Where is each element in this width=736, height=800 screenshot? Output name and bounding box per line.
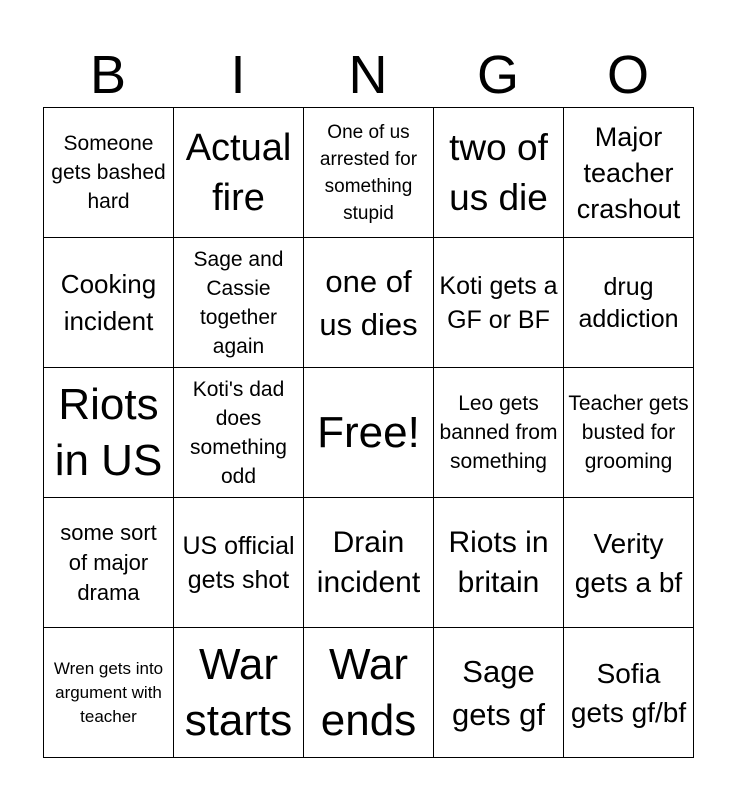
bingo-cell[interactable] xyxy=(44,368,174,498)
cell-text: drug addiction xyxy=(578,272,679,333)
bingo-cell[interactable] xyxy=(564,108,694,238)
header-letter-b: B xyxy=(89,45,127,105)
cell-text: Drain incident xyxy=(316,525,421,599)
cell-text: One of us arrested for something stupid xyxy=(319,121,418,224)
cell-text: two of us die xyxy=(449,126,548,218)
bingo-cell[interactable] xyxy=(44,628,174,758)
bingo-cell[interactable] xyxy=(434,628,564,758)
bingo-cell[interactable] xyxy=(564,498,694,628)
cell-text: Sage gets gf xyxy=(451,653,546,732)
cell-text: Riots in britain xyxy=(448,525,549,599)
bingo-cell[interactable] xyxy=(44,498,174,628)
cell-text: Sage and Cassie together again xyxy=(193,247,284,358)
bingo-cell[interactable] xyxy=(434,108,564,238)
bingo-cell[interactable] xyxy=(174,628,304,758)
cell-text: Cooking incident xyxy=(60,268,157,336)
cell-text: War ends xyxy=(320,639,417,745)
bingo-cell[interactable] xyxy=(304,628,434,758)
board-row xyxy=(44,628,694,758)
cell-text: Koti's dad does something odd xyxy=(190,377,287,488)
bingo-cell[interactable] xyxy=(304,238,434,368)
bingo-cell[interactable] xyxy=(304,498,434,628)
bingo-cell[interactable] xyxy=(174,368,304,498)
bingo-cell[interactable] xyxy=(564,238,694,368)
board-row xyxy=(44,238,694,368)
cell-text: Koti gets a GF or BF xyxy=(439,271,558,334)
bingo-cell[interactable] xyxy=(564,628,694,758)
bingo-cell[interactable] xyxy=(174,238,304,368)
bingo-board xyxy=(43,107,694,758)
bingo-cell[interactable] xyxy=(174,108,304,238)
cell-text: US official gets shot xyxy=(182,531,295,594)
cell-text: Major teacher crashout xyxy=(576,121,681,224)
cell-text: Teacher gets busted for grooming xyxy=(568,392,689,473)
bingo-cell[interactable] xyxy=(434,238,564,368)
board-row xyxy=(44,368,694,498)
cell-text: one of us dies xyxy=(319,263,418,342)
bingo-cell[interactable] xyxy=(44,238,174,368)
cell-text: Sofia gets gf/bf xyxy=(570,657,687,728)
cell-text: War starts xyxy=(184,639,293,745)
bingo-cell[interactable] xyxy=(44,108,174,238)
bingo-cell[interactable] xyxy=(174,498,304,628)
header-letter-o: O xyxy=(606,45,649,105)
cell-text: Someone gets bashed hard xyxy=(51,132,166,213)
header-letter-i: I xyxy=(230,45,246,105)
cell-text: some sort of major drama xyxy=(60,519,157,605)
cell-text: Riots in US xyxy=(54,379,163,485)
board-row xyxy=(44,498,694,628)
bingo-header xyxy=(43,44,693,106)
board-row xyxy=(44,108,694,238)
cell-text: Free! xyxy=(317,407,420,457)
cell-text: Wren gets into argument with teacher xyxy=(53,658,164,726)
free-cell[interactable] xyxy=(304,368,434,498)
cell-text: Leo gets banned from something xyxy=(439,392,558,473)
bingo-cell[interactable] xyxy=(304,108,434,238)
header-letter-g: G xyxy=(476,45,519,105)
cell-text: Verity gets a bf xyxy=(574,527,683,598)
bingo-cell[interactable] xyxy=(434,498,564,628)
header-letter-n: N xyxy=(348,45,388,105)
bingo-cell[interactable] xyxy=(564,368,694,498)
bingo-cell[interactable] xyxy=(434,368,564,498)
cell-text: Actual fire xyxy=(185,126,292,219)
